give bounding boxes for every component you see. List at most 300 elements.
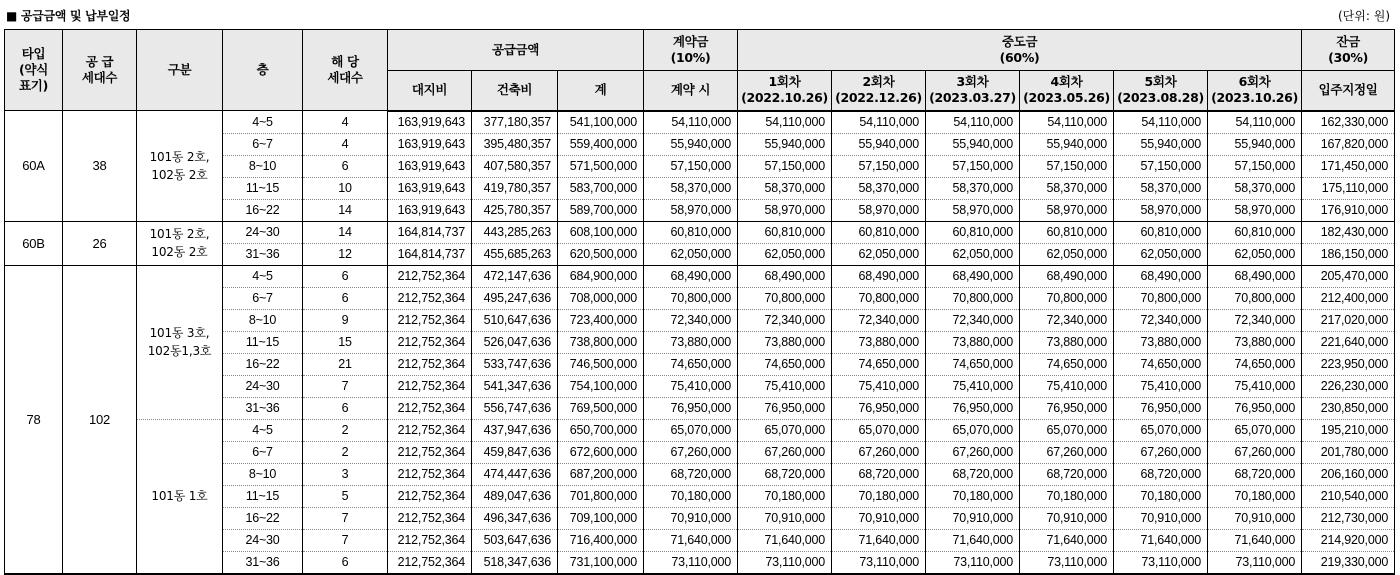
installment-4-cell: 73,880,000: [1020, 331, 1114, 353]
building-cost-cell: 489,047,636: [472, 485, 558, 507]
floor-cell: 6~7: [223, 287, 303, 309]
total-cell: 589,700,000: [558, 199, 644, 221]
building-cost-cell: 472,147,636: [472, 265, 558, 287]
installment-5-cell: 70,800,000: [1114, 287, 1208, 309]
land-cost-cell: 212,752,364: [388, 419, 472, 441]
installment-6-cell: 58,370,000: [1208, 177, 1302, 199]
household-count-cell: 6: [303, 287, 388, 309]
household-count-cell: 5: [303, 485, 388, 507]
balance-cell: 206,160,000: [1302, 463, 1395, 485]
installment-3-cell: 54,110,000: [926, 111, 1020, 134]
installment-1-cell: 70,180,000: [738, 485, 832, 507]
installment-1-cell: 68,720,000: [738, 463, 832, 485]
building-cost-cell: 395,480,357: [472, 133, 558, 155]
installment-4-cell: 72,340,000: [1020, 309, 1114, 331]
installment-5-cell: 76,950,000: [1114, 397, 1208, 419]
installment-3-cell: 58,370,000: [926, 177, 1020, 199]
installment-1-cell: 70,800,000: [738, 287, 832, 309]
building-cost-cell: 533,747,636: [472, 353, 558, 375]
contract-cell: 71,640,000: [644, 529, 738, 551]
installment-2-cell: 73,880,000: [832, 331, 926, 353]
installment-3-cell: 68,720,000: [926, 463, 1020, 485]
floor-cell: 6~7: [223, 441, 303, 463]
installment-4-cell: 75,410,000: [1020, 375, 1114, 397]
header-installment-6: 6회차 (2023.10.26): [1208, 71, 1302, 111]
installment-2-cell: 68,720,000: [832, 463, 926, 485]
household-count-cell: 6: [303, 155, 388, 177]
type-cell: 78: [5, 265, 63, 574]
building-cost-cell: 556,747,636: [472, 397, 558, 419]
installment-4-cell: 54,110,000: [1020, 111, 1114, 134]
contract-cell: 62,050,000: [644, 243, 738, 265]
total-cell: 583,700,000: [558, 177, 644, 199]
installment-2-cell: 62,050,000: [832, 243, 926, 265]
land-cost-cell: 212,752,364: [388, 529, 472, 551]
installment-1-cell: 67,260,000: [738, 441, 832, 463]
building-cost-cell: 459,847,636: [472, 441, 558, 463]
household-count-cell: 4: [303, 111, 388, 134]
installment-1-cell: 55,940,000: [738, 133, 832, 155]
installment-4-cell: 73,110,000: [1020, 551, 1114, 574]
installment-4-cell: 71,640,000: [1020, 529, 1114, 551]
contract-cell: 70,800,000: [644, 287, 738, 309]
installment-1-cell: 62,050,000: [738, 243, 832, 265]
header-contract-sub: 계약 시: [644, 71, 738, 111]
household-count-cell: 7: [303, 529, 388, 551]
floor-cell: 16~22: [223, 507, 303, 529]
installment-4-cell: 62,050,000: [1020, 243, 1114, 265]
installment-1-cell: 76,950,000: [738, 397, 832, 419]
installment-2-cell: 73,110,000: [832, 551, 926, 574]
payment-schedule-table: [4, 29, 1395, 575]
installment-4-cell: 70,800,000: [1020, 287, 1114, 309]
installment-4-cell: 68,720,000: [1020, 463, 1114, 485]
installment-4-cell: 60,810,000: [1020, 221, 1114, 243]
installment-3-cell: 71,640,000: [926, 529, 1020, 551]
division-cell: 101동 2호, 102동 2호: [137, 221, 223, 265]
installment-1-cell: 74,650,000: [738, 353, 832, 375]
land-cost-cell: 164,814,737: [388, 243, 472, 265]
building-cost-cell: 510,647,636: [472, 309, 558, 331]
header-balance: 잔금 (30%): [1302, 30, 1395, 71]
land-cost-cell: 164,814,737: [388, 221, 472, 243]
installment-6-cell: 73,880,000: [1208, 331, 1302, 353]
installment-6-cell: 58,970,000: [1208, 199, 1302, 221]
building-cost-cell: 495,247,636: [472, 287, 558, 309]
installment-1-cell: 72,340,000: [738, 309, 832, 331]
installment-2-cell: 70,800,000: [832, 287, 926, 309]
header-installment-3: 3회차 (2023.03.27): [926, 71, 1020, 111]
land-cost-cell: 212,752,364: [388, 331, 472, 353]
building-cost-cell: 526,047,636: [472, 331, 558, 353]
total-cell: 687,200,000: [558, 463, 644, 485]
installment-5-cell: 72,340,000: [1114, 309, 1208, 331]
installment-5-cell: 65,070,000: [1114, 419, 1208, 441]
land-cost-cell: 163,919,643: [388, 133, 472, 155]
floor-cell: 24~30: [223, 221, 303, 243]
household-count-cell: 6: [303, 397, 388, 419]
installment-2-cell: 71,640,000: [832, 529, 926, 551]
floor-cell: 8~10: [223, 155, 303, 177]
balance-cell: 223,950,000: [1302, 353, 1395, 375]
floor-cell: 16~22: [223, 353, 303, 375]
total-cell: 708,000,000: [558, 287, 644, 309]
installment-6-cell: 60,810,000: [1208, 221, 1302, 243]
type-cell: 60B: [5, 221, 63, 265]
floor-cell: 4~5: [223, 265, 303, 287]
installment-2-cell: 76,950,000: [832, 397, 926, 419]
header-floor: 층: [223, 30, 303, 111]
installment-2-cell: 55,940,000: [832, 133, 926, 155]
installment-3-cell: 76,950,000: [926, 397, 1020, 419]
installment-1-cell: 57,150,000: [738, 155, 832, 177]
installment-2-cell: 58,970,000: [832, 199, 926, 221]
installment-6-cell: 55,940,000: [1208, 133, 1302, 155]
installment-4-cell: 58,370,000: [1020, 177, 1114, 199]
contract-cell: 70,910,000: [644, 507, 738, 529]
installment-2-cell: 70,910,000: [832, 507, 926, 529]
contract-cell: 72,340,000: [644, 309, 738, 331]
installment-2-cell: 58,370,000: [832, 177, 926, 199]
installment-3-cell: 70,180,000: [926, 485, 1020, 507]
contract-cell: 57,150,000: [644, 155, 738, 177]
header-middle-payment: 중도금 (60%): [738, 30, 1302, 71]
household-count-cell: 7: [303, 375, 388, 397]
installment-2-cell: 65,070,000: [832, 419, 926, 441]
installment-6-cell: 71,640,000: [1208, 529, 1302, 551]
balance-cell: 214,920,000: [1302, 529, 1395, 551]
balance-cell: 201,780,000: [1302, 441, 1395, 463]
installment-3-cell: 74,650,000: [926, 353, 1020, 375]
building-cost-cell: 541,347,636: [472, 375, 558, 397]
household-count-cell: 12: [303, 243, 388, 265]
building-cost-cell: 518,347,636: [472, 551, 558, 574]
installment-1-cell: 73,110,000: [738, 551, 832, 574]
header-applicable-households: 해 당 세대수: [303, 30, 388, 111]
installment-2-cell: 75,410,000: [832, 375, 926, 397]
total-cell: 608,100,000: [558, 221, 644, 243]
total-cell: 769,500,000: [558, 397, 644, 419]
land-cost-cell: 212,752,364: [388, 353, 472, 375]
installment-4-cell: 57,150,000: [1020, 155, 1114, 177]
contract-cell: 74,650,000: [644, 353, 738, 375]
total-cell: 716,400,000: [558, 529, 644, 551]
building-cost-cell: 443,285,263: [472, 221, 558, 243]
installment-3-cell: 55,940,000: [926, 133, 1020, 155]
installment-4-cell: 74,650,000: [1020, 353, 1114, 375]
total-cell: 672,600,000: [558, 441, 644, 463]
total-cell: 731,100,000: [558, 551, 644, 574]
division-cell: 101동 3호, 102동1,3호: [137, 265, 223, 419]
floor-cell: 8~10: [223, 463, 303, 485]
land-cost-cell: 212,752,364: [388, 463, 472, 485]
building-cost-cell: 437,947,636: [472, 419, 558, 441]
building-cost-cell: 503,647,636: [472, 529, 558, 551]
land-cost-cell: 163,919,643: [388, 155, 472, 177]
installment-4-cell: 65,070,000: [1020, 419, 1114, 441]
installment-2-cell: 60,810,000: [832, 221, 926, 243]
installment-5-cell: 68,490,000: [1114, 265, 1208, 287]
balance-cell: 176,910,000: [1302, 199, 1395, 221]
installment-6-cell: 74,650,000: [1208, 353, 1302, 375]
installment-5-cell: 73,110,000: [1114, 551, 1208, 574]
installment-2-cell: 70,180,000: [832, 485, 926, 507]
installment-3-cell: 73,880,000: [926, 331, 1020, 353]
contract-cell: 73,110,000: [644, 551, 738, 574]
land-cost-cell: 212,752,364: [388, 309, 472, 331]
land-cost-cell: 212,752,364: [388, 265, 472, 287]
land-cost-cell: 212,752,364: [388, 441, 472, 463]
contract-cell: 76,950,000: [644, 397, 738, 419]
installment-6-cell: 72,340,000: [1208, 309, 1302, 331]
building-cost-cell: 474,447,636: [472, 463, 558, 485]
header-balance-sub: 입주지정일: [1302, 71, 1395, 111]
installment-5-cell: 68,720,000: [1114, 463, 1208, 485]
total-cell: 738,800,000: [558, 331, 644, 353]
balance-cell: 212,730,000: [1302, 507, 1395, 529]
contract-cell: 67,260,000: [644, 441, 738, 463]
floor-cell: 11~15: [223, 177, 303, 199]
installment-2-cell: 68,490,000: [832, 265, 926, 287]
installment-5-cell: 67,260,000: [1114, 441, 1208, 463]
installment-2-cell: 54,110,000: [832, 111, 926, 134]
household-count-cell: 14: [303, 199, 388, 221]
installment-1-cell: 58,370,000: [738, 177, 832, 199]
installment-5-cell: 71,640,000: [1114, 529, 1208, 551]
header-division: 구분: [137, 30, 223, 111]
balance-cell: 230,850,000: [1302, 397, 1395, 419]
installment-6-cell: 68,720,000: [1208, 463, 1302, 485]
division-cell: 101동 1호: [137, 419, 223, 574]
type-cell: 60A: [5, 111, 63, 222]
installment-1-cell: 71,640,000: [738, 529, 832, 551]
installment-3-cell: 73,110,000: [926, 551, 1020, 574]
installment-5-cell: 60,810,000: [1114, 221, 1208, 243]
land-cost-cell: 212,752,364: [388, 375, 472, 397]
title-bar: [0, 0, 1400, 29]
balance-cell: 212,400,000: [1302, 287, 1395, 309]
floor-cell: 24~30: [223, 529, 303, 551]
installment-1-cell: 70,910,000: [738, 507, 832, 529]
household-count-cell: 6: [303, 551, 388, 574]
balance-cell: 162,330,000: [1302, 111, 1395, 134]
header-contract: 계약금 (10%): [644, 30, 738, 71]
supply-households-cell: 26: [63, 221, 137, 265]
floor-cell: 24~30: [223, 375, 303, 397]
floor-cell: 4~5: [223, 419, 303, 441]
contract-cell: 65,070,000: [644, 419, 738, 441]
header-building: 건축비: [472, 71, 558, 111]
installment-5-cell: 73,880,000: [1114, 331, 1208, 353]
header-installment-5: 5회차 (2023.08.28): [1114, 71, 1208, 111]
building-cost-cell: 455,685,263: [472, 243, 558, 265]
installment-5-cell: 57,150,000: [1114, 155, 1208, 177]
header-total: 계: [558, 71, 644, 111]
land-cost-cell: 163,919,643: [388, 199, 472, 221]
floor-cell: 6~7: [223, 133, 303, 155]
floor-cell: 31~36: [223, 397, 303, 419]
balance-cell: 217,020,000: [1302, 309, 1395, 331]
household-count-cell: 14: [303, 221, 388, 243]
installment-1-cell: 73,880,000: [738, 331, 832, 353]
header-type: 타입 (약식 표기): [5, 30, 63, 111]
contract-cell: 60,810,000: [644, 221, 738, 243]
installment-5-cell: 62,050,000: [1114, 243, 1208, 265]
installment-3-cell: 58,970,000: [926, 199, 1020, 221]
contract-cell: 55,940,000: [644, 133, 738, 155]
table-row: [5, 419, 1395, 441]
household-count-cell: 9: [303, 309, 388, 331]
supply-households-cell: 38: [63, 111, 137, 222]
total-cell: 571,500,000: [558, 155, 644, 177]
installment-6-cell: 57,150,000: [1208, 155, 1302, 177]
balance-cell: 219,330,000: [1302, 551, 1395, 574]
total-cell: 650,700,000: [558, 419, 644, 441]
installment-1-cell: 58,970,000: [738, 199, 832, 221]
floor-cell: 11~15: [223, 485, 303, 507]
installment-6-cell: 70,800,000: [1208, 287, 1302, 309]
installment-6-cell: 70,910,000: [1208, 507, 1302, 529]
balance-cell: 221,640,000: [1302, 331, 1395, 353]
installment-5-cell: 58,970,000: [1114, 199, 1208, 221]
installment-4-cell: 70,910,000: [1020, 507, 1114, 529]
installment-3-cell: 72,340,000: [926, 309, 1020, 331]
building-cost-cell: 496,347,636: [472, 507, 558, 529]
land-cost-cell: 212,752,364: [388, 485, 472, 507]
floor-cell: 16~22: [223, 199, 303, 221]
balance-cell: 182,430,000: [1302, 221, 1395, 243]
installment-6-cell: 70,180,000: [1208, 485, 1302, 507]
division-cell: 101동 2호, 102동 2호: [137, 111, 223, 222]
installment-4-cell: 70,180,000: [1020, 485, 1114, 507]
balance-cell: 167,820,000: [1302, 133, 1395, 155]
land-cost-cell: 163,919,643: [388, 177, 472, 199]
installment-6-cell: 68,490,000: [1208, 265, 1302, 287]
table-body: [5, 111, 1395, 574]
installment-3-cell: 75,410,000: [926, 375, 1020, 397]
installment-5-cell: 58,370,000: [1114, 177, 1208, 199]
household-count-cell: 4: [303, 133, 388, 155]
household-count-cell: 2: [303, 419, 388, 441]
installment-6-cell: 54,110,000: [1208, 111, 1302, 134]
contract-cell: 68,490,000: [644, 265, 738, 287]
contract-cell: 68,720,000: [644, 463, 738, 485]
contract-cell: 54,110,000: [644, 111, 738, 134]
installment-3-cell: 68,490,000: [926, 265, 1020, 287]
table-row: [5, 265, 1395, 287]
balance-cell: 195,210,000: [1302, 419, 1395, 441]
installment-2-cell: 57,150,000: [832, 155, 926, 177]
installment-3-cell: 57,150,000: [926, 155, 1020, 177]
header-installment-1: 1회차 (2022.10.26): [738, 71, 832, 111]
installment-3-cell: 65,070,000: [926, 419, 1020, 441]
installment-3-cell: 67,260,000: [926, 441, 1020, 463]
installment-3-cell: 70,800,000: [926, 287, 1020, 309]
total-cell: 684,900,000: [558, 265, 644, 287]
installment-5-cell: 74,650,000: [1114, 353, 1208, 375]
building-cost-cell: 425,780,357: [472, 199, 558, 221]
installment-4-cell: 55,940,000: [1020, 133, 1114, 155]
header-installment-2: 2회차 (2022.12.26): [832, 71, 926, 111]
installment-2-cell: 72,340,000: [832, 309, 926, 331]
installment-5-cell: 70,180,000: [1114, 485, 1208, 507]
total-cell: 541,100,000: [558, 111, 644, 134]
building-cost-cell: 377,180,357: [472, 111, 558, 134]
total-cell: 746,500,000: [558, 353, 644, 375]
section-title: ■ 공급금액 및 납부일정: [6, 9, 131, 23]
header-supply-amount: 공급금액: [388, 30, 644, 71]
floor-cell: 31~36: [223, 551, 303, 574]
balance-cell: 186,150,000: [1302, 243, 1395, 265]
table-row: [5, 221, 1395, 243]
installment-6-cell: 62,050,000: [1208, 243, 1302, 265]
total-cell: 559,400,000: [558, 133, 644, 155]
installment-6-cell: 76,950,000: [1208, 397, 1302, 419]
supply-households-cell: 102: [63, 265, 137, 574]
land-cost-cell: 163,919,643: [388, 111, 472, 134]
balance-cell: 226,230,000: [1302, 375, 1395, 397]
installment-1-cell: 54,110,000: [738, 111, 832, 134]
total-cell: 701,800,000: [558, 485, 644, 507]
building-cost-cell: 407,580,357: [472, 155, 558, 177]
household-count-cell: 21: [303, 353, 388, 375]
installment-6-cell: 67,260,000: [1208, 441, 1302, 463]
floor-cell: 31~36: [223, 243, 303, 265]
contract-cell: 73,880,000: [644, 331, 738, 353]
header-installment-4: 4회차 (2023.05.26): [1020, 71, 1114, 111]
total-cell: 620,500,000: [558, 243, 644, 265]
building-cost-cell: 419,780,357: [472, 177, 558, 199]
installment-1-cell: 60,810,000: [738, 221, 832, 243]
floor-cell: 8~10: [223, 309, 303, 331]
installment-5-cell: 55,940,000: [1114, 133, 1208, 155]
land-cost-cell: 212,752,364: [388, 397, 472, 419]
unit-note: (단위: 원): [1338, 9, 1390, 23]
installment-3-cell: 60,810,000: [926, 221, 1020, 243]
installment-1-cell: 68,490,000: [738, 265, 832, 287]
floor-cell: 11~15: [223, 331, 303, 353]
total-cell: 754,100,000: [558, 375, 644, 397]
floor-cell: 4~5: [223, 111, 303, 134]
balance-cell: 205,470,000: [1302, 265, 1395, 287]
land-cost-cell: 212,752,364: [388, 287, 472, 309]
installment-2-cell: 67,260,000: [832, 441, 926, 463]
contract-cell: 70,180,000: [644, 485, 738, 507]
installment-3-cell: 62,050,000: [926, 243, 1020, 265]
installment-4-cell: 68,490,000: [1020, 265, 1114, 287]
installment-6-cell: 65,070,000: [1208, 419, 1302, 441]
household-count-cell: 15: [303, 331, 388, 353]
installment-5-cell: 75,410,000: [1114, 375, 1208, 397]
installment-2-cell: 74,650,000: [832, 353, 926, 375]
household-count-cell: 3: [303, 463, 388, 485]
header-supply-households: 공 급 세대수: [63, 30, 137, 111]
table-row: [5, 111, 1395, 134]
header-land: 대지비: [388, 71, 472, 111]
installment-4-cell: 58,970,000: [1020, 199, 1114, 221]
household-count-cell: 7: [303, 507, 388, 529]
household-count-cell: 6: [303, 265, 388, 287]
household-count-cell: 2: [303, 441, 388, 463]
household-count-cell: 10: [303, 177, 388, 199]
contract-cell: 58,370,000: [644, 177, 738, 199]
installment-6-cell: 73,110,000: [1208, 551, 1302, 574]
installment-4-cell: 76,950,000: [1020, 397, 1114, 419]
installment-1-cell: 65,070,000: [738, 419, 832, 441]
total-cell: 709,100,000: [558, 507, 644, 529]
contract-cell: 75,410,000: [644, 375, 738, 397]
installment-3-cell: 70,910,000: [926, 507, 1020, 529]
